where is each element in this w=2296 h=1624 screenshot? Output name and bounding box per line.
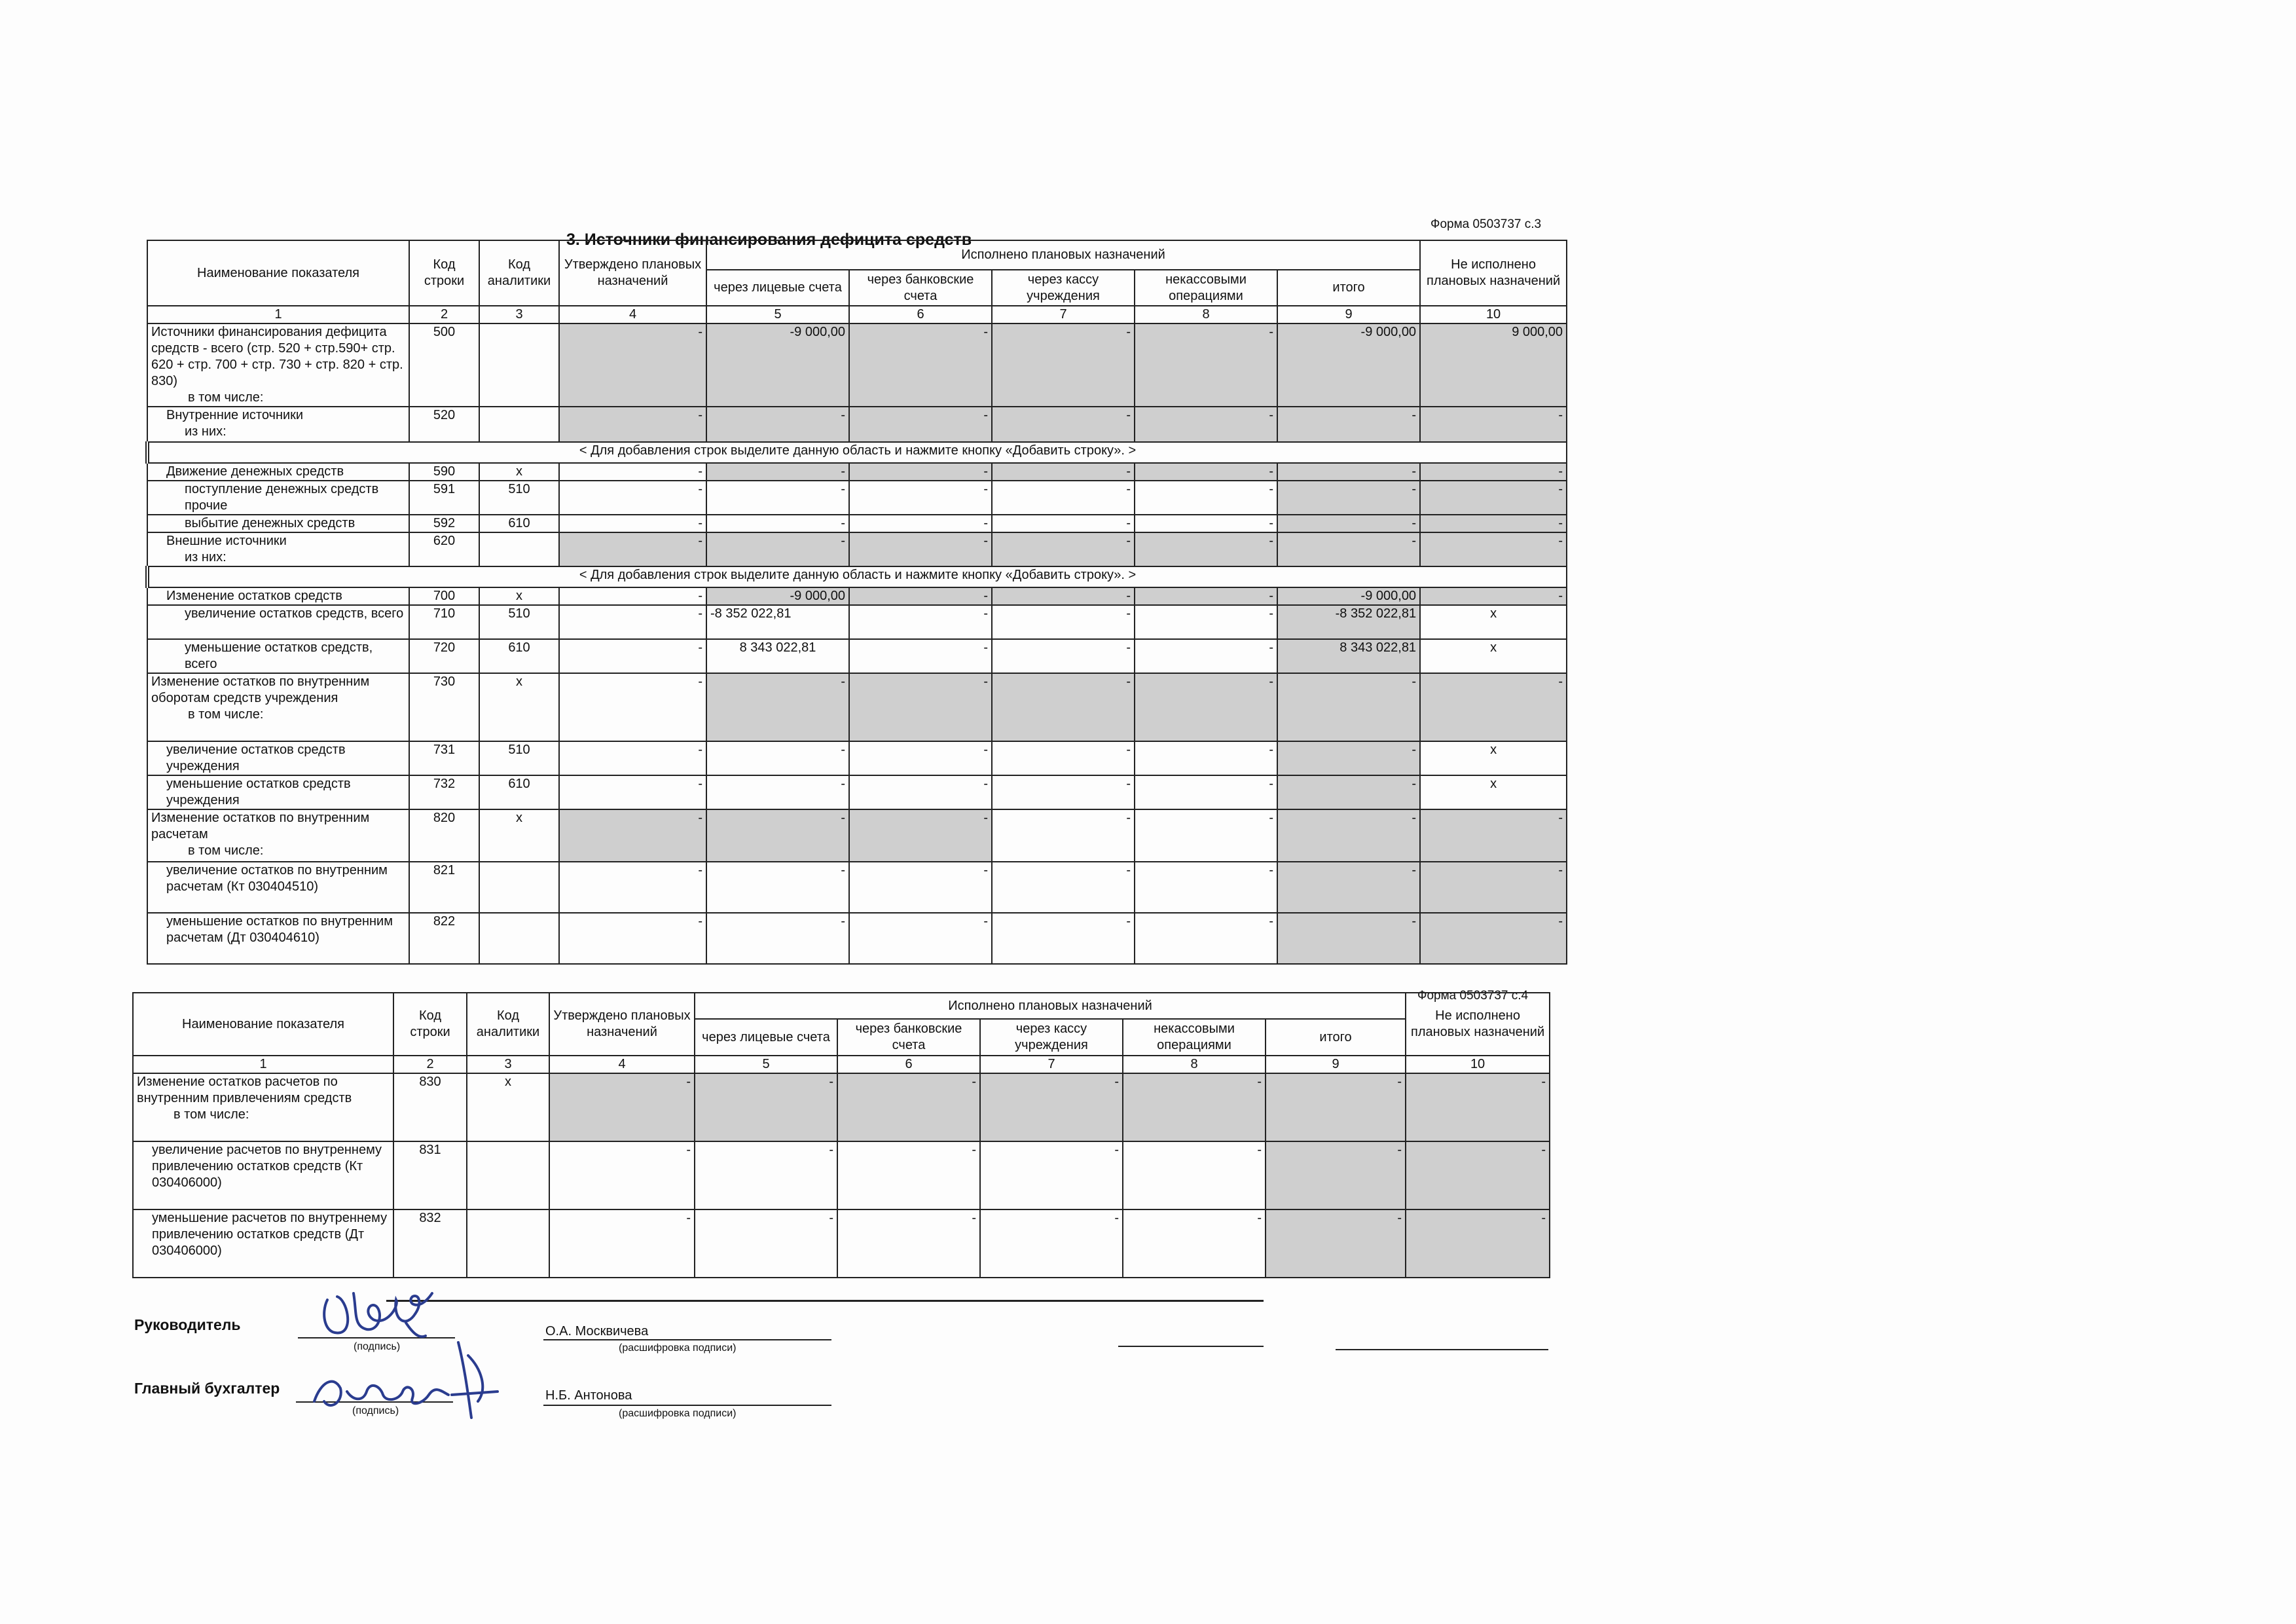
row-name: Изменение остатков расчетов по внутренним привлечениям средств в том числе: <box>133 1073 393 1141</box>
row-name: увеличение остатков средств, всего <box>147 605 409 639</box>
header-total: итого <box>1266 1019 1406 1056</box>
cell-not-executed: x <box>1420 775 1567 809</box>
row-code: 732 <box>409 775 479 809</box>
header-cash: через кассу учреждения <box>992 270 1135 306</box>
cell-cash[interactable]: - <box>992 673 1135 741</box>
form-label-p4: Форма 0503737 с.4 <box>1417 989 1529 1003</box>
header-personal: через лицевые счета <box>695 1019 837 1056</box>
cell-approved[interactable]: - <box>559 481 706 515</box>
cell-total[interactable]: - <box>1277 463 1420 481</box>
cell-not-executed[interactable]: - <box>1420 515 1567 532</box>
cell-personal[interactable]: -8 352 022,81 <box>706 605 849 639</box>
row-analytic: x <box>479 809 559 862</box>
cell-noncash[interactable]: - <box>1135 673 1277 741</box>
cell-not-executed[interactable]: - <box>1406 1073 1550 1141</box>
table-row <box>147 862 1567 913</box>
cell-approved[interactable]: - <box>559 532 706 566</box>
cell-personal[interactable]: - <box>706 407 849 442</box>
cell-noncash[interactable]: - <box>1135 639 1277 673</box>
cell-not-executed[interactable]: - <box>1420 587 1567 605</box>
header-executed: Исполнено плановых назначений <box>706 240 1420 270</box>
row-analytic: 510 <box>479 741 559 775</box>
cell-personal[interactable]: - <box>706 809 849 862</box>
table-row <box>147 605 1567 639</box>
cell-personal[interactable]: - <box>706 532 849 566</box>
cell-approved[interactable]: - <box>559 463 706 481</box>
cell-cash[interactable]: - <box>980 1141 1123 1209</box>
sources-table-p3 <box>145 240 1567 965</box>
header-name: Наименование показателя <box>147 240 409 306</box>
table-row <box>147 532 1567 566</box>
cell-approved[interactable]: - <box>559 605 706 639</box>
table-row <box>147 481 1567 515</box>
cell-approved[interactable]: - <box>559 407 706 442</box>
cell-noncash[interactable]: - <box>1135 741 1277 775</box>
table-row <box>133 1209 1550 1278</box>
cell-bank[interactable]: - <box>837 1141 980 1209</box>
cell-personal[interactable]: - <box>706 515 849 532</box>
cell-bank[interactable]: - <box>849 515 992 532</box>
cell-cash[interactable]: - <box>980 1073 1123 1141</box>
extra-line-2 <box>1336 1349 1548 1350</box>
accountant-handwritten-signature-icon <box>301 1329 511 1428</box>
cell-total[interactable]: - <box>1277 775 1420 809</box>
section-title: 3. Источники финансирования дефицита средств <box>566 231 972 249</box>
col-num: 6 <box>837 1056 980 1073</box>
table-row <box>147 463 1567 481</box>
row-name: Источники финансирования дефицита средств - всего (стр. 520 + стр.590+ стр. 620 + стр. 700 + стр. 730 + стр. 820 + стр. 830) в том числе: <box>147 323 409 407</box>
cell-approved[interactable]: - <box>549 1209 695 1278</box>
cell-cash[interactable]: - <box>992 587 1135 605</box>
cell-total[interactable]: - <box>1277 741 1420 775</box>
row-name: Изменение остатков по внутренним расчетам в том числе: <box>147 809 409 862</box>
cell-total[interactable]: 8 343 022,81 <box>1277 639 1420 673</box>
col-num: 3 <box>479 306 559 323</box>
cell-bank[interactable]: - <box>849 532 992 566</box>
cell-approved[interactable]: - <box>559 587 706 605</box>
cell-total[interactable]: - <box>1277 913 1420 964</box>
header-bank: через банковские счета <box>837 1019 980 1056</box>
cell-bank[interactable]: - <box>849 481 992 515</box>
cell-personal[interactable]: -9 000,00 <box>706 587 849 605</box>
cell-approved[interactable]: - <box>559 862 706 913</box>
cell-total[interactable]: - <box>1277 481 1420 515</box>
accountant-sign-hint: (подпись) <box>352 1405 399 1416</box>
header-personal: через лицевые счета <box>706 270 849 306</box>
row-code: 820 <box>409 809 479 862</box>
extra-line-1 <box>1118 1346 1264 1347</box>
cell-personal[interactable]: - <box>706 481 849 515</box>
head-decode-hint: (расшифровка подписи) <box>619 1342 737 1354</box>
cell-bank[interactable]: - <box>837 1073 980 1141</box>
cell-not-executed[interactable]: - <box>1420 532 1567 566</box>
row-code: 592 <box>409 515 479 532</box>
table-row <box>133 1073 1550 1141</box>
cell-not-executed[interactable]: 9 000,00 <box>1420 323 1567 407</box>
cell-total[interactable]: - <box>1266 1073 1406 1141</box>
row-name: увеличение остатков средств учреждения <box>147 741 409 775</box>
table-row <box>147 673 1567 741</box>
cell-cash[interactable]: - <box>992 481 1135 515</box>
header-code: Код строки <box>409 240 479 306</box>
cell-approved[interactable]: - <box>559 741 706 775</box>
row-analytic: 610 <box>479 775 559 809</box>
cell-noncash[interactable]: - <box>1135 587 1277 605</box>
cell-not-executed: x <box>1420 639 1567 673</box>
cell-cash[interactable]: - <box>992 775 1135 809</box>
header-approved: Утверждено плановых назначений <box>559 240 706 306</box>
row-name: уменьшение остатков средств учреждения <box>147 775 409 809</box>
add-row-note[interactable]: < Для добавления строк выделите данную область и нажмите кнопку «Добавить строку». > <box>147 442 1567 463</box>
row-analytic <box>467 1141 549 1209</box>
cell-cash[interactable]: - <box>992 407 1135 442</box>
cell-personal[interactable]: - <box>706 913 849 964</box>
cell-noncash[interactable]: - <box>1135 809 1277 862</box>
row-analytic: x <box>479 587 559 605</box>
cell-not-executed[interactable]: - <box>1420 862 1567 913</box>
row-analytic <box>467 1209 549 1278</box>
cell-approved[interactable]: - <box>559 673 706 741</box>
cell-bank[interactable]: - <box>849 775 992 809</box>
cell-total[interactable]: - <box>1266 1209 1406 1278</box>
cell-bank[interactable]: - <box>849 407 992 442</box>
cell-personal[interactable]: - <box>695 1141 837 1209</box>
form-label-p3: Форма 0503737 с.3 <box>1430 217 1542 231</box>
col-num: 10 <box>1420 306 1567 323</box>
table-row <box>147 323 1567 407</box>
cell-cash[interactable]: - <box>992 323 1135 407</box>
row-analytic: x <box>479 463 559 481</box>
cell-personal[interactable]: -9 000,00 <box>706 323 849 407</box>
cell-personal[interactable]: - <box>706 862 849 913</box>
cell-personal[interactable]: - <box>706 775 849 809</box>
table-row <box>147 741 1567 775</box>
row-name: уменьшение остатков по внутренним расчетам (Дт 030404610) <box>147 913 409 964</box>
cell-approved[interactable]: - <box>559 639 706 673</box>
row-name: Изменение остатков по внутренним оборотам средств учреждения в том числе: <box>147 673 409 741</box>
cell-noncash[interactable]: - <box>1135 481 1277 515</box>
cell-total[interactable]: -9 000,00 <box>1277 587 1420 605</box>
col-num: 4 <box>549 1056 695 1073</box>
cell-approved[interactable]: - <box>559 515 706 532</box>
header-bank: через банковские счета <box>849 270 992 306</box>
cell-total[interactable]: - <box>1277 532 1420 566</box>
cell-bank[interactable]: - <box>849 639 992 673</box>
row-analytic: 510 <box>479 605 559 639</box>
cell-total[interactable]: - <box>1277 407 1420 442</box>
col-num: 5 <box>695 1056 837 1073</box>
header-noncash: некассовыми операциями <box>1135 270 1277 306</box>
row-code: 591 <box>409 481 479 515</box>
row-code: 720 <box>409 639 479 673</box>
cell-bank[interactable]: - <box>849 587 992 605</box>
cell-bank[interactable]: - <box>849 323 992 407</box>
add-row-note[interactable]: < Для добавления строк выделите данную область и нажмите кнопку «Добавить строку». > <box>147 566 1567 587</box>
accountant-decode-hint: (расшифровка подписи) <box>619 1408 737 1419</box>
col-num: 6 <box>849 306 992 323</box>
header-approved: Утверждено плановых назначений <box>549 993 695 1056</box>
cell-approved[interactable]: - <box>549 1073 695 1141</box>
row-name: поступление денежных средств прочие <box>147 481 409 515</box>
cell-noncash[interactable]: - <box>1135 515 1277 532</box>
signature-divider <box>386 1300 1264 1302</box>
table-row <box>133 1141 1550 1209</box>
table-row <box>147 775 1567 809</box>
col-num: 10 <box>1406 1056 1550 1073</box>
col-num: 9 <box>1277 306 1420 323</box>
table-row <box>147 587 1567 605</box>
row-analytic: 510 <box>479 481 559 515</box>
cell-not-executed[interactable]: - <box>1420 407 1567 442</box>
col-num: 2 <box>409 306 479 323</box>
row-analytic: 610 <box>479 515 559 532</box>
header-analytic: Код аналитики <box>467 993 549 1056</box>
row-code: 831 <box>393 1141 467 1209</box>
cell-noncash[interactable]: - <box>1135 913 1277 964</box>
cell-total[interactable]: -9 000,00 <box>1277 323 1420 407</box>
cell-personal[interactable]: - <box>706 673 849 741</box>
cell-cash[interactable]: - <box>992 741 1135 775</box>
cell-cash[interactable]: - <box>992 809 1135 862</box>
cell-personal[interactable]: - <box>706 463 849 481</box>
table-row <box>147 515 1567 532</box>
row-analytic: x <box>479 673 559 741</box>
cell-bank[interactable]: - <box>849 913 992 964</box>
cell-bank[interactable]: - <box>849 673 992 741</box>
accountant-name-line <box>543 1405 831 1406</box>
row-code: 500 <box>409 323 479 407</box>
row-code: 700 <box>409 587 479 605</box>
row-name: Изменение остатков средств <box>147 587 409 605</box>
sources-table-p4 <box>132 992 1550 1278</box>
cell-cash[interactable]: - <box>992 639 1135 673</box>
head-sign-hint: (подпись) <box>354 1341 401 1352</box>
cell-total[interactable]: -8 352 022,81 <box>1277 605 1420 639</box>
row-code: 830 <box>393 1073 467 1141</box>
cell-not-executed[interactable]: - <box>1420 673 1567 741</box>
row-code: 731 <box>409 741 479 775</box>
row-name: выбытие денежных средств <box>147 515 409 532</box>
cell-cash[interactable]: - <box>980 1209 1123 1278</box>
col-num: 7 <box>980 1056 1123 1073</box>
cell-personal[interactable]: - <box>706 741 849 775</box>
cell-personal[interactable]: 8 343 022,81 <box>706 639 849 673</box>
row-name: Движение денежных средств <box>147 463 409 481</box>
header-cash: через кассу учреждения <box>980 1019 1123 1056</box>
header-analytic: Код аналитики <box>479 240 559 306</box>
cell-cash[interactable]: - <box>992 913 1135 964</box>
cell-bank[interactable]: - <box>849 463 992 481</box>
cell-noncash[interactable]: - <box>1123 1209 1266 1278</box>
head-name: О.А. Москвичева <box>545 1324 649 1338</box>
cell-cash[interactable]: - <box>992 605 1135 639</box>
row-name: Внешние источники из них: <box>147 532 409 566</box>
cell-not-executed[interactable]: - <box>1406 1209 1550 1278</box>
head-name-line <box>543 1339 831 1340</box>
cell-approved[interactable]: - <box>549 1141 695 1209</box>
cell-cash[interactable]: - <box>992 532 1135 566</box>
row-analytic <box>479 532 559 566</box>
cell-approved[interactable]: - <box>559 809 706 862</box>
cell-total[interactable]: - <box>1277 862 1420 913</box>
cell-not-executed: x <box>1420 605 1567 639</box>
col-num: 1 <box>147 306 409 323</box>
col-num: 3 <box>467 1056 549 1073</box>
cell-total[interactable]: - <box>1277 809 1420 862</box>
col-num: 2 <box>393 1056 467 1073</box>
cell-bank[interactable]: - <box>849 862 992 913</box>
row-analytic <box>479 407 559 442</box>
cell-bank[interactable]: - <box>849 605 992 639</box>
row-analytic <box>479 862 559 913</box>
cell-cash[interactable]: - <box>992 515 1135 532</box>
header-executed: Исполнено плановых назначений <box>695 993 1406 1019</box>
row-code: 821 <box>409 862 479 913</box>
header-not-executed: Не исполнено плановых назначений <box>1406 993 1550 1056</box>
cell-noncash[interactable]: - <box>1135 532 1277 566</box>
cell-noncash[interactable]: - <box>1135 862 1277 913</box>
table-row <box>147 639 1567 673</box>
head-label: Руководитель <box>134 1316 241 1333</box>
cell-bank[interactable]: - <box>849 809 992 862</box>
row-analytic: x <box>467 1073 549 1141</box>
row-code: 832 <box>393 1209 467 1278</box>
row-name: увеличение расчетов по внутреннему привлечению остатков средств (Кт 030406000) <box>133 1141 393 1209</box>
cell-cash[interactable]: - <box>992 463 1135 481</box>
cell-noncash[interactable]: - <box>1135 323 1277 407</box>
col-num: 9 <box>1266 1056 1406 1073</box>
cell-personal[interactable]: - <box>695 1073 837 1141</box>
cell-approved[interactable]: - <box>559 775 706 809</box>
accountant-label: Главный бухгалтер <box>134 1380 280 1397</box>
col-num: 1 <box>133 1056 393 1073</box>
table-row <box>147 913 1567 964</box>
cell-not-executed[interactable]: - <box>1420 463 1567 481</box>
header-noncash: некассовыми операциями <box>1123 1019 1266 1056</box>
cell-noncash[interactable]: - <box>1135 775 1277 809</box>
row-code: 620 <box>409 532 479 566</box>
row-name: уменьшение остатков средств, всего <box>147 639 409 673</box>
table-row <box>147 407 1567 442</box>
cell-total[interactable]: - <box>1277 515 1420 532</box>
accountant-name: Н.Б. Антонова <box>545 1388 632 1403</box>
row-analytic <box>479 913 559 964</box>
col-num: 4 <box>559 306 706 323</box>
col-num: 8 <box>1135 306 1277 323</box>
row-code: 520 <box>409 407 479 442</box>
row-code: 822 <box>409 913 479 964</box>
row-analytic: 610 <box>479 639 559 673</box>
cell-noncash[interactable]: - <box>1123 1141 1266 1209</box>
row-analytic <box>479 323 559 407</box>
cell-noncash[interactable]: - <box>1135 463 1277 481</box>
header-name: Наименование показателя <box>133 993 393 1056</box>
row-name: Внутренние источники из них: <box>147 407 409 442</box>
row-code: 590 <box>409 463 479 481</box>
col-num: 7 <box>992 306 1135 323</box>
cell-noncash[interactable]: - <box>1135 605 1277 639</box>
cell-cash[interactable]: - <box>992 862 1135 913</box>
cell-not-executed[interactable]: - <box>1406 1141 1550 1209</box>
cell-total[interactable]: - <box>1277 673 1420 741</box>
col-num: 5 <box>706 306 849 323</box>
cell-approved[interactable]: - <box>559 323 706 407</box>
row-name: увеличение остатков по внутренним расчетам (Кт 030404510) <box>147 862 409 913</box>
table-row <box>147 809 1567 862</box>
header-total: итого <box>1277 270 1420 306</box>
header-not-executed: Не исполнено плановых назначений <box>1420 240 1567 306</box>
cell-not-executed[interactable]: - <box>1420 913 1567 964</box>
cell-noncash[interactable]: - <box>1135 407 1277 442</box>
cell-not-executed[interactable]: - <box>1420 809 1567 862</box>
col-num: 8 <box>1123 1056 1266 1073</box>
cell-personal[interactable]: - <box>695 1209 837 1278</box>
row-code: 730 <box>409 673 479 741</box>
cell-approved[interactable]: - <box>559 913 706 964</box>
cell-not-executed[interactable]: - <box>1420 481 1567 515</box>
cell-noncash[interactable]: - <box>1123 1073 1266 1141</box>
header-code: Код строки <box>393 993 467 1056</box>
cell-total[interactable]: - <box>1266 1141 1406 1209</box>
row-name: уменьшение расчетов по внутреннему привлечению остатков средств (Дт 030406000) <box>133 1209 393 1278</box>
cell-not-executed: x <box>1420 741 1567 775</box>
cell-bank[interactable]: - <box>837 1209 980 1278</box>
row-code: 710 <box>409 605 479 639</box>
cell-bank[interactable]: - <box>849 741 992 775</box>
